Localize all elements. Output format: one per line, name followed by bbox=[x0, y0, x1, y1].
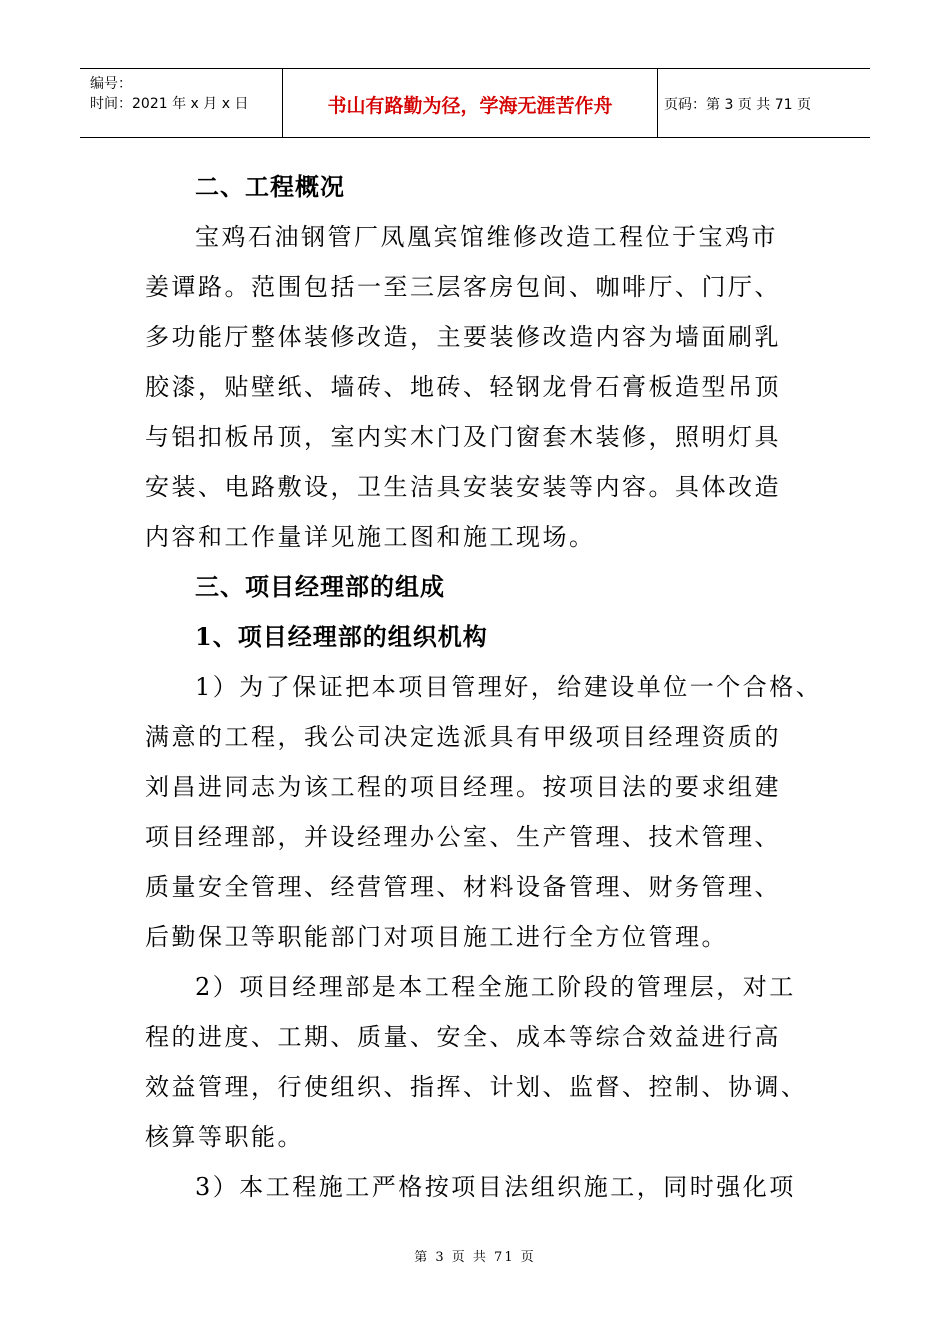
paragraph-line: 姜谭路。范围包括一至三层客房包间、咖啡厅、门厅、 bbox=[145, 273, 781, 301]
paragraph-line: 内容和工作量详见施工图和施工现场。 bbox=[145, 523, 596, 551]
subsection-heading: 1、项目经理部的组织机构 bbox=[195, 622, 488, 651]
header-page-info: 页码：第 3 页 共 71 页 bbox=[664, 97, 811, 113]
section-heading-organization: 三、项目经理部的组成 bbox=[195, 572, 445, 601]
paragraph-line: 胶漆，贴壁纸、墙砖、地砖、轻钢龙骨石膏板造型吊顶 bbox=[145, 373, 781, 401]
paragraph-line: 后勤保卫等职能部门对项目施工进行全方位管理。 bbox=[145, 923, 728, 951]
paragraph-line: 程的进度、工期、质量、安全、成本等综合效益进行高 bbox=[145, 1023, 781, 1051]
paragraph-line: 2）项目经理部是本工程全施工阶段的管理层，对工 bbox=[195, 973, 796, 1001]
paragraph-line: 多功能厅整体装修改造，主要装修改造内容为墙面刷乳 bbox=[145, 323, 781, 351]
paragraph-line: 与铝扣板吊顶，室内实木门及门窗套木装修，照明灯具 bbox=[145, 423, 781, 451]
paragraph-line: 核算等职能。 bbox=[145, 1123, 304, 1151]
paragraph-line: 1）为了保证把本项目管理好，给建设单位一个合格、 bbox=[195, 673, 823, 701]
header-meta-cell bbox=[80, 69, 283, 137]
section-heading-overview: 二、工程概况 bbox=[195, 172, 345, 201]
page-footer: 第 3 页 共 71 页 bbox=[414, 1250, 536, 1265]
paragraph-line: 效益管理，行使组织、指挥、计划、监督、控制、协调、 bbox=[145, 1073, 808, 1101]
header-motto-cell bbox=[283, 69, 658, 137]
document-body bbox=[145, 162, 823, 1212]
paragraph-line: 宝鸡石油钢管厂凤凰宾馆维修改造工程位于宝鸡市 bbox=[195, 223, 778, 251]
header-motto: 书山有路勤为径，学海无涯苦作舟 bbox=[327, 95, 613, 117]
document-time-label: 时间：2021 年 x 月 x 日 bbox=[90, 96, 249, 112]
paragraph-line: 3）本工程施工严格按项目法组织施工，同时强化项 bbox=[195, 1173, 796, 1201]
paragraph-line: 刘昌进同志为该工程的项目经理。按项目法的要求组建 bbox=[145, 773, 781, 801]
header-page-cell bbox=[658, 69, 870, 137]
page-header bbox=[80, 68, 870, 138]
document-number-label: 编号： bbox=[90, 76, 132, 92]
paragraph-line: 满意的工程，我公司决定选派具有甲级项目经理资质的 bbox=[145, 723, 781, 751]
paragraph-line: 安装、电路敷设，卫生洁具安装安装等内容。具体改造 bbox=[145, 473, 781, 501]
paragraph-line: 项目经理部，并设经理办公室、生产管理、技术管理、 bbox=[145, 823, 781, 851]
paragraph-line: 质量安全管理、经营管理、材料设备管理、财务管理、 bbox=[145, 873, 781, 901]
